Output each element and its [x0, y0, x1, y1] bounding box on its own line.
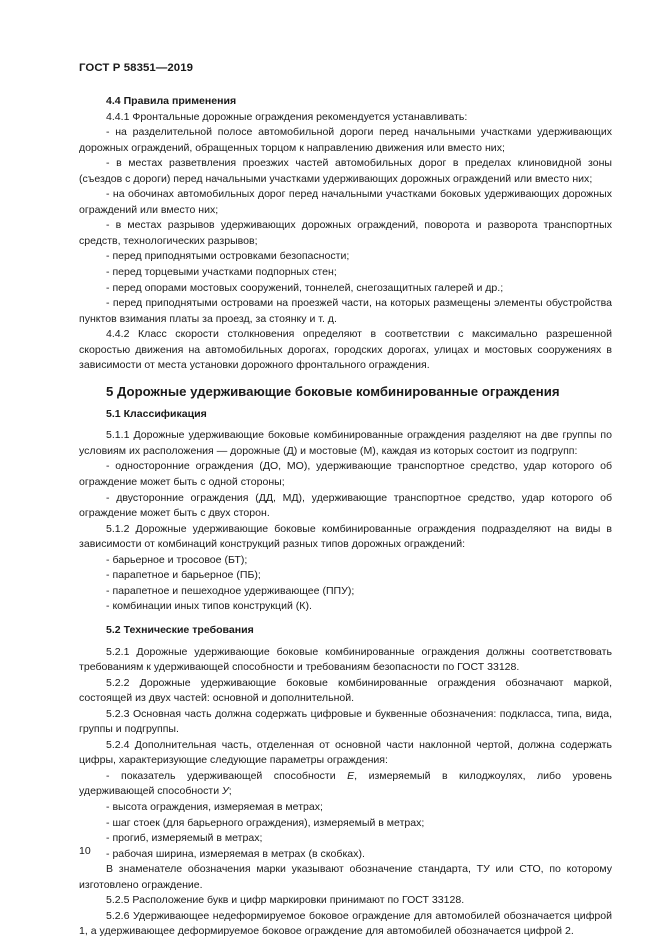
page-number: 10: [79, 845, 91, 857]
paragraph-5-2-3: 5.2.3 Основная часть должна содержать цифровые и буквенные обозначения: подкласса, типа, вида, группы и подгруппы.: [79, 707, 612, 736]
paragraph-5-2-1: 5.2.1 Дорожные удерживающие боковые комбинированные ограждения должны соответствовать требованиям к удерживающей способности и требованиям безопасности по ГОСТ 33128.: [79, 645, 612, 674]
list-item: - перед опорами мостовых сооружений, тоннелей, снегозащитных галерей и др.;: [106, 281, 504, 294]
paragraph-5-1-2: 5.1.2 Дорожные удерживающие боковые комбинированные ограждения подразделяют на виды в зависимости от комбинаций конструкций разных типов дорожных ограждений:: [79, 522, 612, 551]
list-item: - парапетное и барьерное (ПБ);: [106, 569, 261, 582]
list-item: - перед приподнятыми островами на проезжей части, на которых размещены элементы обустройства пунктов взимания платы за проезд, за стоянку и т. д.: [79, 297, 612, 325]
paragraph-5-2-2: 5.2.2 Дорожные удерживающие боковые комбинированные ограждения обозначают маркой, состоящей из двух частей: основной и дополнительной.: [79, 676, 612, 705]
list-item: - перед приподнятыми островками безопасности;: [106, 250, 350, 263]
list-item: - перед торцевыми участками подпорных стен;: [106, 266, 337, 279]
list-item: - двусторонние ограждения (ДД, МД), удерживающие транспортное средство, удар которого об ограждение может быть с двух сторон.: [79, 491, 612, 520]
energy-text-post: ;: [228, 785, 232, 798]
list-item: - парапетное и пешеходное удерживающее (ППУ);: [106, 584, 355, 597]
standard-header: ГОСТ Р 58351—2019: [79, 62, 194, 74]
paragraph-5-2-4: 5.2.4 Дополнительная часть, отделенная от основной части наклонной чертой, должна содержать цифры, характеризующие следующие параметры ограждения:: [79, 738, 612, 767]
document-body: [79, 94, 612, 940]
list-item: - односторонние ограждения (ДО, МО), удерживающие транспортное средство, удар которого об ограждение может быть с одной стороны;: [79, 460, 612, 489]
section-5-1-title: 5.1 Классификация: [106, 407, 207, 420]
section-5-2-title: 5.2 Технические требования: [106, 623, 254, 636]
energy-text-pre: - показатель удерживающей способности: [106, 769, 348, 782]
list-item: - высота ограждения, измеряемая в метрах;: [106, 800, 323, 813]
paragraph-denominator: В знаменателе обозначения марки указывают обозначение стандарта, ТУ или СТО, по которому изготовлено ограждение.: [79, 863, 612, 891]
list-item: - в местах разрывов удерживающих дорожных ограждений, поворота и разворота транспортных средств, технологических разрывов;: [79, 219, 612, 247]
list-item: - барьерное и тросовое (БТ);: [106, 553, 248, 566]
paragraph-4-4-1: 4.4.1 Фронтальные дорожные ограждения рекомендуется устанавливать:: [106, 110, 468, 123]
paragraph-4-4-2: 4.4.2 Класс скорости столкновения определяют в соответствии с максимально разрешенной скоростью движения на автомобильных дорогах, городских дорогах, улицах и мостовых сооружениях в зависимости от места установки дорожного фронтального ограждения.: [79, 328, 612, 372]
section-5-title: 5 Дорожные удерживающие боковые комбинированные ограждения: [106, 383, 560, 399]
energy-symbol-e: Е: [347, 769, 355, 782]
list-item: - на обочинах автомобильных дорог перед начальными участками боковых удерживающих дорожных ограждений или вместо них;: [79, 188, 612, 216]
paragraph-5-1-1: 5.1.1 Дорожные удерживающие боковые комбинированные ограждения разделяют на две группы по условиям их расположения — дорожные (Д) и мостовые (М), каждая из которых состоит из подгрупп:: [79, 429, 612, 457]
paragraph-5-2-6: 5.2.6 Удерживающее недеформируемое боковое ограждение для автомобилей обозначается цифрой 1, а удерживающее деформируемое боковое ограждение для автомобилей обозначается цифрой 2.: [79, 909, 612, 938]
list-item: - рабочая ширина, измеряемая в метрах (в скобках).: [106, 847, 365, 860]
paragraph-5-2-5: 5.2.5 Расположение букв и цифр маркировки принимают по ГОСТ 33128.: [106, 894, 465, 907]
section-4-4-title: 4.4 Правила применения: [106, 95, 237, 107]
list-item: - в местах разветвления проезжих частей автомобильных дорог в пределах клиновидной зоны (съездов с дороги) перед начальными участками удерживающих дорожных ограждений или вместо них;: [79, 157, 612, 185]
list-item: - комбинации иных типов конструкций (К).: [106, 600, 312, 613]
list-item: - прогиб, измеряемый в метрах;: [106, 832, 263, 845]
energy-text-mid: , измеряемый в килоджоулях, либо уровень удерживающей способности: [79, 769, 612, 798]
list-item: - шаг стоек (для барьерного ограждения), измеряемый в метрах;: [106, 816, 425, 829]
list-item: - на разделительной полосе автомобильной дороги перед начальными участками удерживающих дорожных ограждений, обращенных торцом к направлению движения или вместо них;: [79, 126, 612, 154]
list-item-energy: [79, 769, 612, 800]
energy-symbol-u: У: [222, 785, 229, 798]
